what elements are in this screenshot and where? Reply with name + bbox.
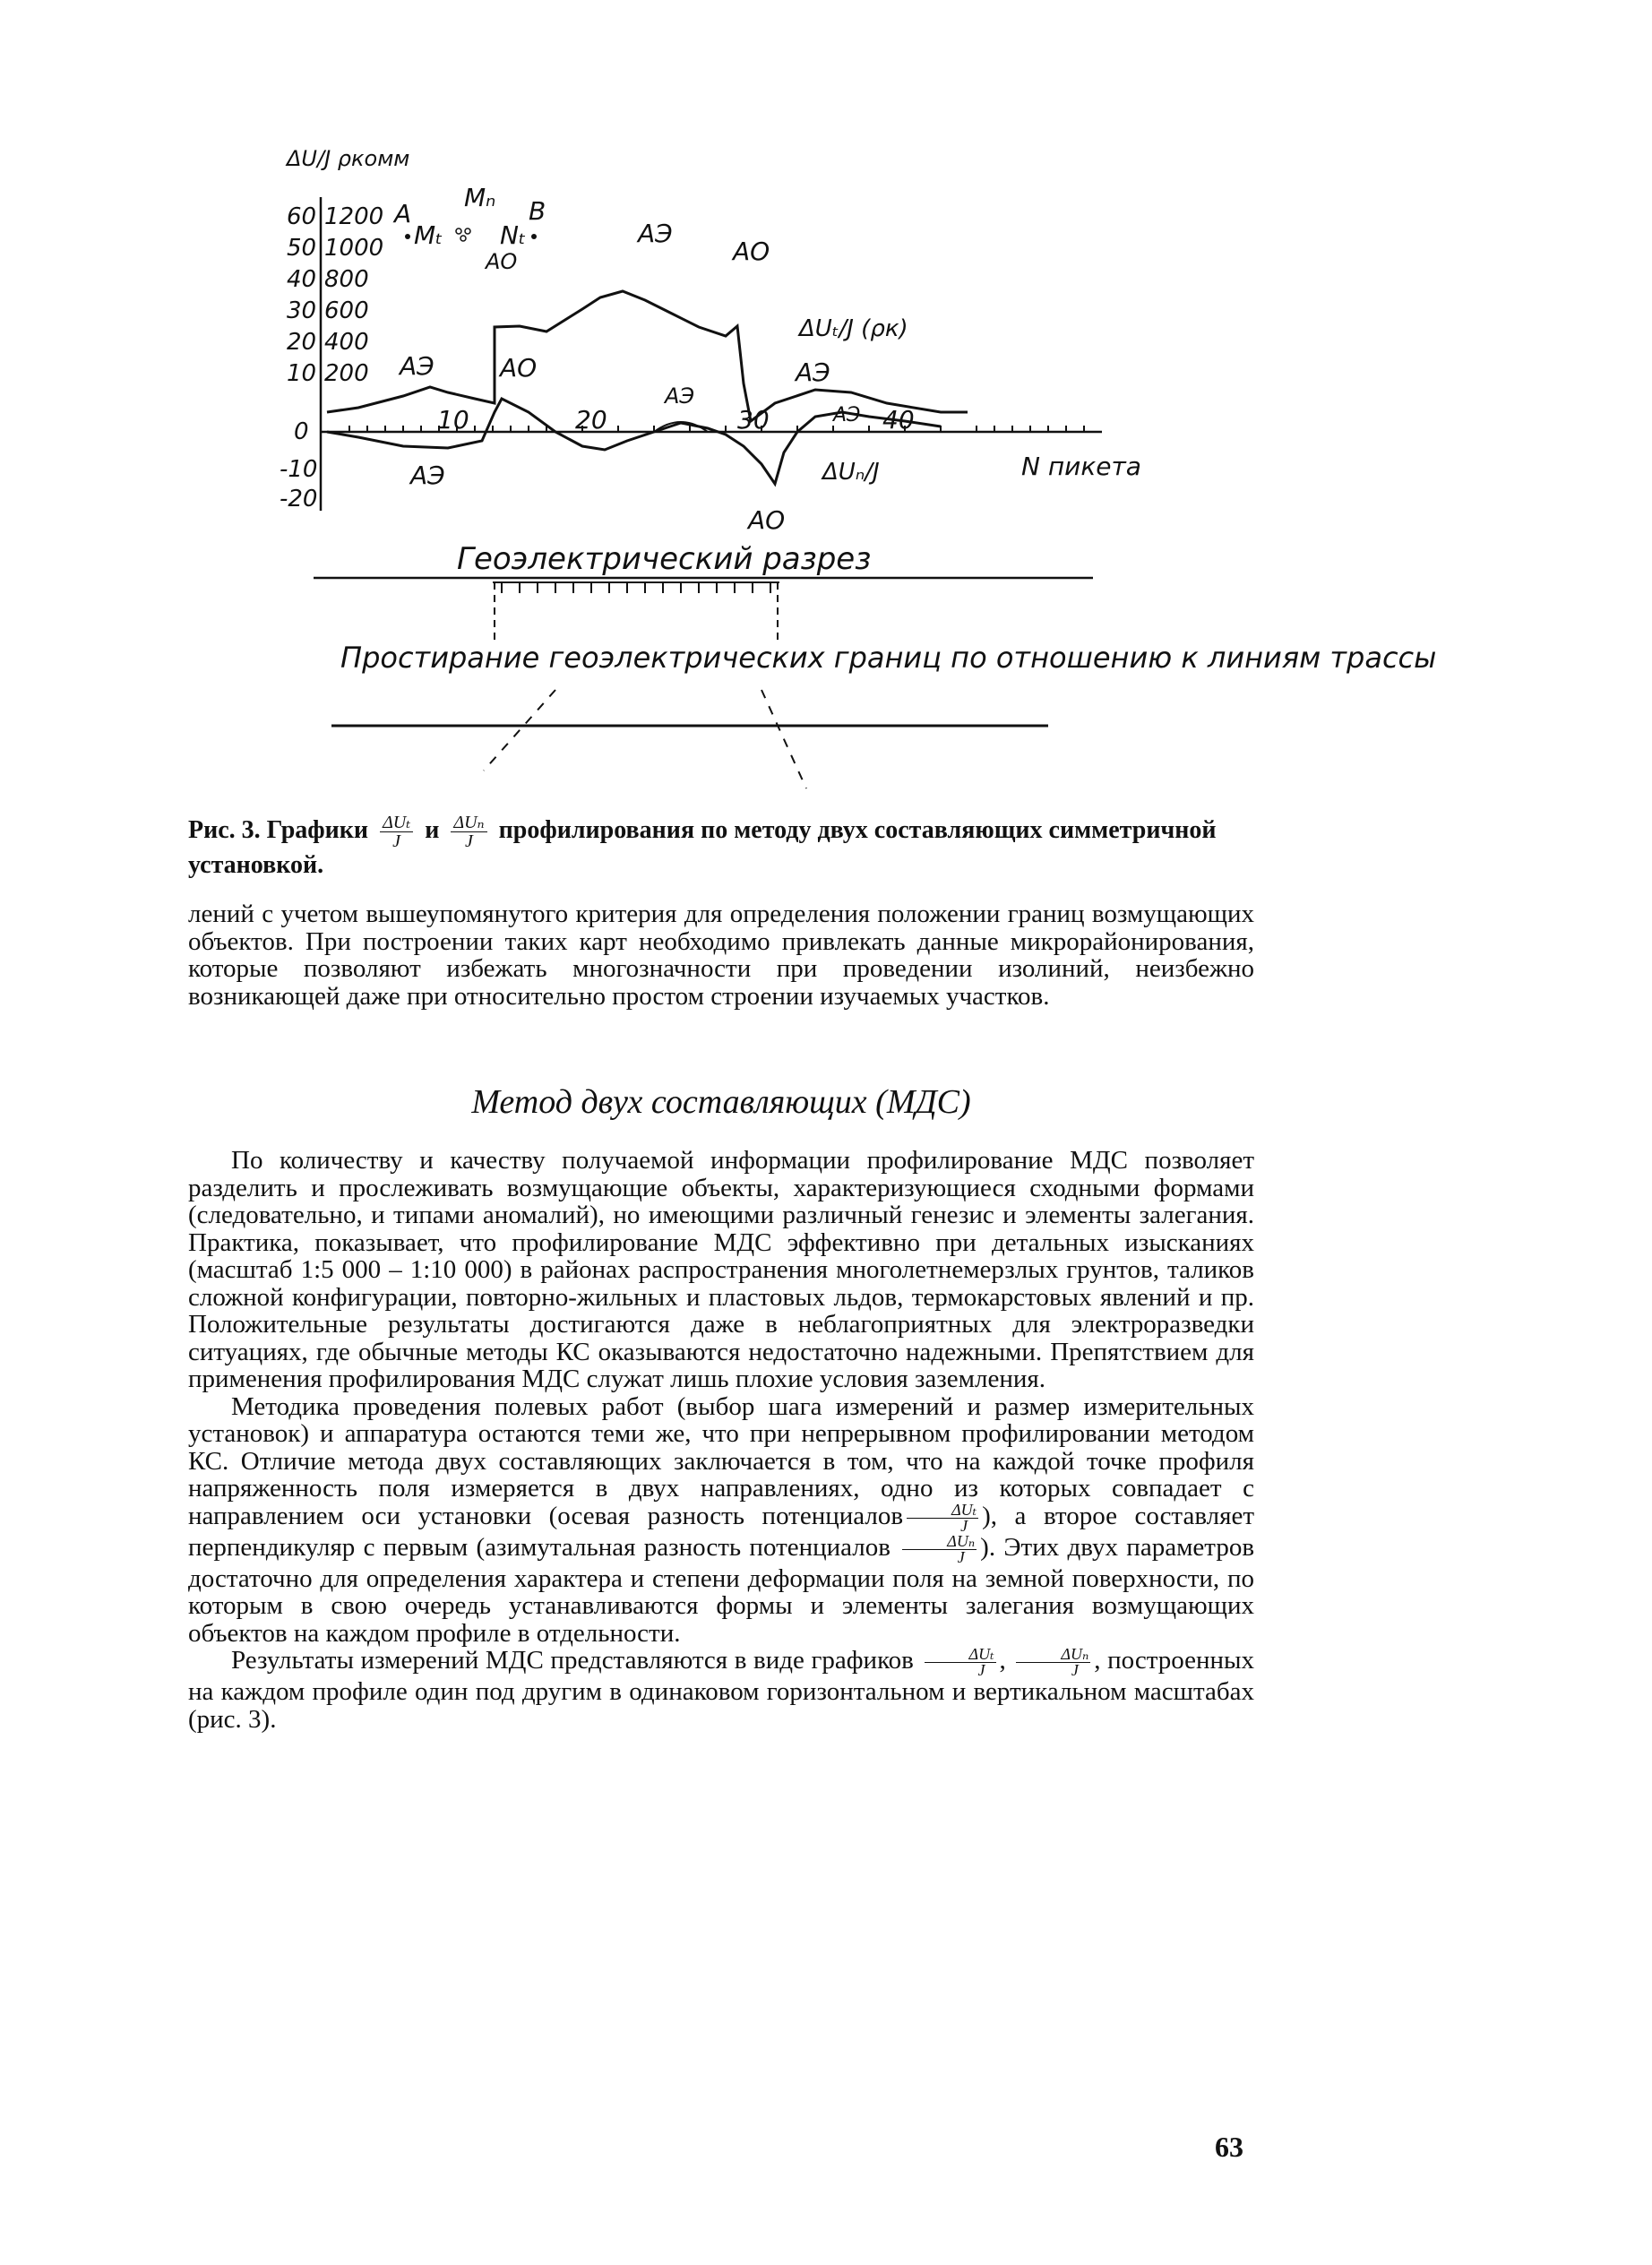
label-ao: АО [748,505,786,535]
label-ae: АЭ [796,357,830,387]
y-tick: 30 [287,297,317,324]
frac-numerator: ΔUₙ [902,1534,977,1550]
label-ae: АЭ [410,461,445,490]
section-body [493,582,779,645]
electrode-a: A [394,199,412,228]
caption-frac-n [451,814,486,850]
frac-numerator: ΔUₙ [451,814,486,832]
frac-denominator: J [957,1547,965,1566]
caption-suffix: профилирования по методу двух составляющих симметричной установкой. [188,815,1217,879]
y-tick: 1200 [324,203,384,230]
frac-denominator: J [465,831,473,851]
label-ut: ΔUₜ/J (ρк) [799,315,908,342]
y-tick: 10 [287,360,317,387]
y-tick: -10 [280,456,318,483]
x-tick: 30 [737,405,770,435]
y-tick: 1000 [324,235,384,262]
electrode-mn: Mₙ [464,183,496,212]
frac-numerator: ΔUₜ [380,814,413,832]
y-tick: 400 [324,329,369,356]
y-tick: 800 [324,266,369,293]
y-tick: 40 [287,266,317,293]
x-axis-label: N пикета [1021,452,1141,481]
paragraph-top-block [188,900,1254,1010]
caption-frac-t [380,814,413,850]
paragraph-2b: ), а второе составляет перпендикуляр с первым (азимутальная разность потенциалов [188,1501,1255,1562]
body-text [188,1147,1254,1733]
label-ao: АО [733,237,770,266]
frac-denominator: J [977,1661,985,1679]
frac-denominator: J [392,831,401,851]
frac-numerator: ΔUₜ [907,1503,978,1519]
section-title: Метод двух составляющих (МДС) [471,1083,971,1121]
label-ae: АЭ [665,383,695,409]
y-tick: 0 [294,418,309,445]
dashed-left [484,690,555,771]
electrode-nt: Nₜ [500,220,527,250]
figure-caption [188,814,1254,880]
y-tick: -20 [280,486,318,512]
y-tick: 600 [324,297,369,324]
label-ae: АЭ [400,351,435,381]
paragraph-2 [188,1393,1254,1648]
frac-numerator: ΔUₜ [925,1647,996,1663]
label-un: ΔUₙ/J [822,459,880,486]
frac-denominator: J [1071,1661,1079,1679]
paragraph-3 [188,1647,1254,1733]
caption-conj: и [425,815,440,844]
section-label: Геоэлектрический разрез [457,541,872,577]
frac-numerator: ΔUₙ [1016,1647,1090,1663]
y-tick: 60 [287,203,317,230]
comma: , [999,1646,1006,1675]
strike-label: Простирание геоэлектрических границ по отношению к линиям трассы [340,641,1437,675]
label-ae: АЭ [833,404,861,426]
electrode-labels [392,183,546,250]
paragraph-3a: Результаты измерений МДС представляются в виде графиков [231,1646,914,1675]
paragraph-2a: Методика проведения полевых работ (выбор шага измерений и размер измерительных установок) и аппаратура остаются теми же, что при непрерывном профилировании методом КС. Отличие метода двух составляющих заключается в том, что на каждой точке профиля напряженность поля измеряется в двух направлениях, одно из которых совпадает с направлением оси установки (осевая разность потенциалов [188,1391,1254,1530]
frac-denominator: J [960,1516,968,1535]
x-tick: 20 [575,405,607,435]
dashed-right [761,690,806,788]
y-tick: 200 [324,360,369,387]
inline-frac-n2 [1016,1647,1090,1678]
x-tick: 10 [437,405,469,435]
paragraph-2c: ). Этих двух параметров достаточно для определения характера и степени деформации поля на земной поверхности, по которым в свою очередь устанавливаются формы и элементы залегания возмущающих объектов на каждом профиле в отдельности. [188,1532,1255,1648]
y-tick: 50 [287,235,317,262]
page-number: 63 [1215,2131,1243,2163]
label-ae: АЭ [638,219,673,248]
inline-frac-t [907,1500,978,1535]
inline-frac-n [902,1531,977,1566]
paragraph-1: По количеству и качеству получаемой информации профилирование МДС позволяет разделить и прослеживать возмущающие объекты, характеризующиеся сходными формами (следовательно, и типами аномалий), но имеющими различный генезис и элементы залегания. Практика, показывает, что профилирование МДС эффективно при детальных изысканиях (масштаб 1:5 000 – 1:10 000) в районах распространения многолетнемерзлых грунтов, таликов сложной конфигурации, повторно-жильных и пластовых льдов, термокарстовых явлений и пр. Положительные результаты достигаются даже в неблагоприятных для электроразведки ситуациях, где обычные методы КС оказываются недостаточно надежными. Препятствием для применения профилирования МДС служат лишь плохие условия заземления. [188,1146,1254,1393]
label-ao: АО [486,249,518,274]
inline-frac-t2 [925,1647,996,1678]
y-tick: 20 [287,329,317,356]
electrode-mt: Mₜ [414,220,443,250]
paragraph-top: лений с учетом вышеупомянутого критерия для определения положении границ возмущающих объектов. При построении таких карт необходимо привлекать данные микрорайонирования, которые позволяют избежать многозначности при проведении изолиний, неизбежно возникающей даже при относительно простом строении изучаемых участков. [188,900,1254,1011]
x-tick: 40 [882,405,915,435]
paragraph-3b: , построенных на каждом профиле один под другим в одинаковом горизонтальном и вертикальном масштабах (рис. 3). [188,1646,1255,1734]
figure-graph [260,143,1437,788]
caption-prefix: Рис. 3. Графики [188,815,369,844]
y-ticks-right [324,203,383,387]
y-axis-top-label: ΔU/J ρкомм [287,146,410,171]
y-ticks-left [280,203,317,512]
electrode-b: B [529,196,546,226]
curve-labels [398,219,908,535]
label-ao: АО [500,353,538,383]
